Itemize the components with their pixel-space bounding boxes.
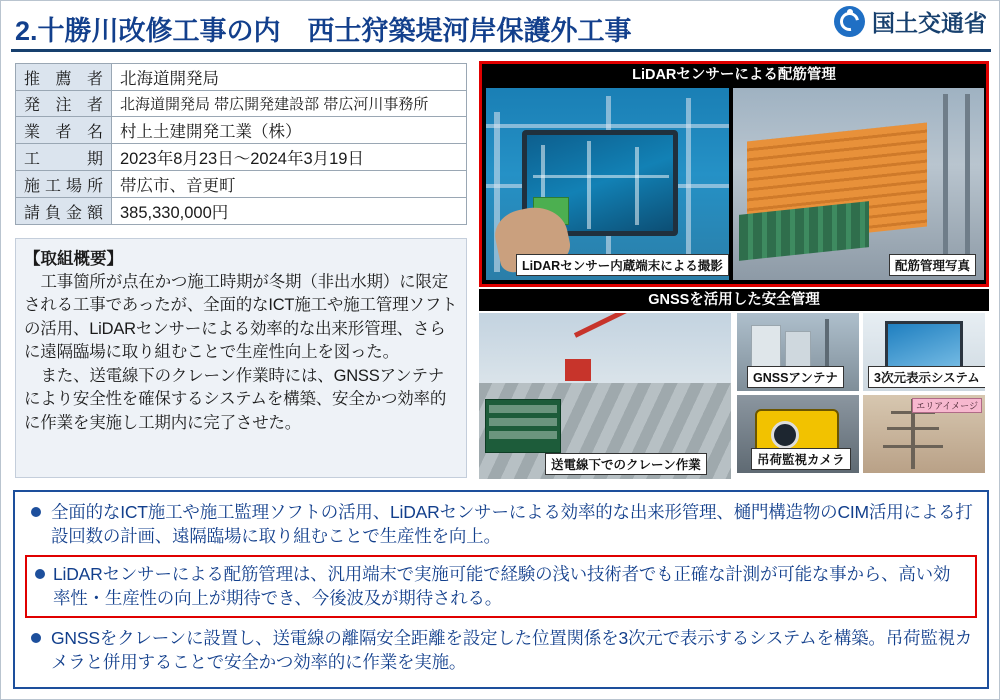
photo-caption: 3次元表示システム — [868, 366, 985, 388]
overview-paragraph-2: また、送電線下のクレーン作業時には、GNSSアンテナにより安全性を確保するシステムを構築、安全かつ効率的に作業を実施し工期内に完了させた。 — [24, 366, 447, 432]
overview-box — [15, 238, 467, 478]
info-label: 工 期 — [16, 144, 112, 171]
photo-3d-display-system — [863, 313, 985, 391]
bullet-dot-icon — [35, 569, 45, 579]
photo-caption: 送電線下でのクレーン作業 — [545, 453, 707, 475]
photo-caption: 吊荷監視カメラ — [751, 448, 851, 470]
bullet-dot-icon — [31, 633, 41, 643]
mlit-circle-logo-icon — [834, 6, 865, 37]
photo-load-monitoring-camera — [737, 395, 859, 473]
bullet-text: 全面的なICT施工や施工監理ソフトの活用、LiDARセンサーによる効率的な出来形管理、樋門構造物のCIM活用による打設回数の計画、遠隔臨場に取り組むことで生産性を向上。 — [51, 502, 973, 547]
info-value: 2023年8月23日～2024年3月19日 — [112, 144, 467, 171]
info-label: 請負金額 — [16, 198, 112, 225]
bullet-item-1 — [25, 500, 977, 548]
info-label: 業 者 名 — [16, 117, 112, 144]
info-value: 村上土建開発工業（株） — [112, 117, 467, 144]
info-label: 発 注 者 — [16, 91, 112, 117]
bullet-item-2 — [25, 555, 977, 617]
table-row — [16, 91, 467, 117]
lidar-panel-title: LiDARセンサーによる配筋管理 — [482, 64, 986, 86]
page-title: 2.十勝川改修工事の内 西士狩築堤河岸保護外工事 — [15, 16, 632, 46]
header-divider — [11, 49, 991, 52]
overview-paragraph-1: 工事箇所が点在かつ施工時期が冬期（非出水期）に限定される工事であったが、全面的なICT施工や施工管理ソフトの活用、LiDARセンサーによる効率的な出来形管理、さらに遠隔臨場に取り組むことで生産性向上を図った。 — [24, 273, 458, 362]
info-value: 帯広市、音更町 — [112, 171, 467, 198]
slide-header — [1, 1, 1000, 53]
info-label: 施工場所 — [16, 171, 112, 198]
photo-caption: LiDARセンサー内蔵端末による撮影 — [516, 254, 729, 276]
monitor-overlay — [485, 399, 561, 453]
table-row — [16, 117, 467, 144]
table-row — [16, 144, 467, 171]
info-value: 北海道開発局 帯広開発建設部 帯広河川事務所 — [112, 91, 467, 117]
bullet-text: GNSSをクレーンに設置し、送電線の離隔安全距離を設定した位置関係を3次元で表示するシステムを構築。吊荷監視カメラと併用することで安全かつ効率的に作業を実施。 — [51, 627, 973, 672]
overview-title: 【取組概要】 — [24, 250, 123, 268]
photo-crane-work — [479, 313, 731, 479]
photo-caption: GNSSアンテナ — [747, 366, 844, 388]
bullet-dot-icon — [31, 507, 41, 517]
organization-name: 国土交通省 — [872, 10, 987, 36]
photo-rebar-management — [733, 88, 984, 280]
table-row — [16, 198, 467, 225]
table-row — [16, 171, 467, 198]
gnss-photo-panel — [479, 289, 989, 479]
info-value: 北海道開発局 — [112, 64, 467, 91]
table-row — [16, 64, 467, 91]
info-label: 推 薦 者 — [16, 64, 112, 91]
photo-caption: 配筋管理写真 — [889, 254, 976, 276]
info-value: 385,330,000円 — [112, 198, 467, 225]
bullet-item-3 — [25, 626, 977, 674]
photo-area-image — [863, 395, 985, 473]
bullet-text: LiDARセンサーによる配筋管理は、汎用端末で実施可能で経験の浅い技術者でも正確な計測が可能な事から、高い効率性・生産性の向上が期待でき、今後波及が期待される。 — [53, 564, 951, 609]
summary-bullets — [13, 490, 989, 689]
mlit-logo — [834, 5, 987, 38]
photo-lidar-tablet — [486, 88, 729, 280]
photo-gnss-antenna — [737, 313, 859, 391]
gnss-panel-title: GNSSを活用した安全管理 — [479, 289, 989, 311]
lidar-photo-panel — [479, 61, 989, 287]
photo-caption: エリアイメージ — [912, 398, 982, 413]
project-info-table — [15, 63, 467, 225]
